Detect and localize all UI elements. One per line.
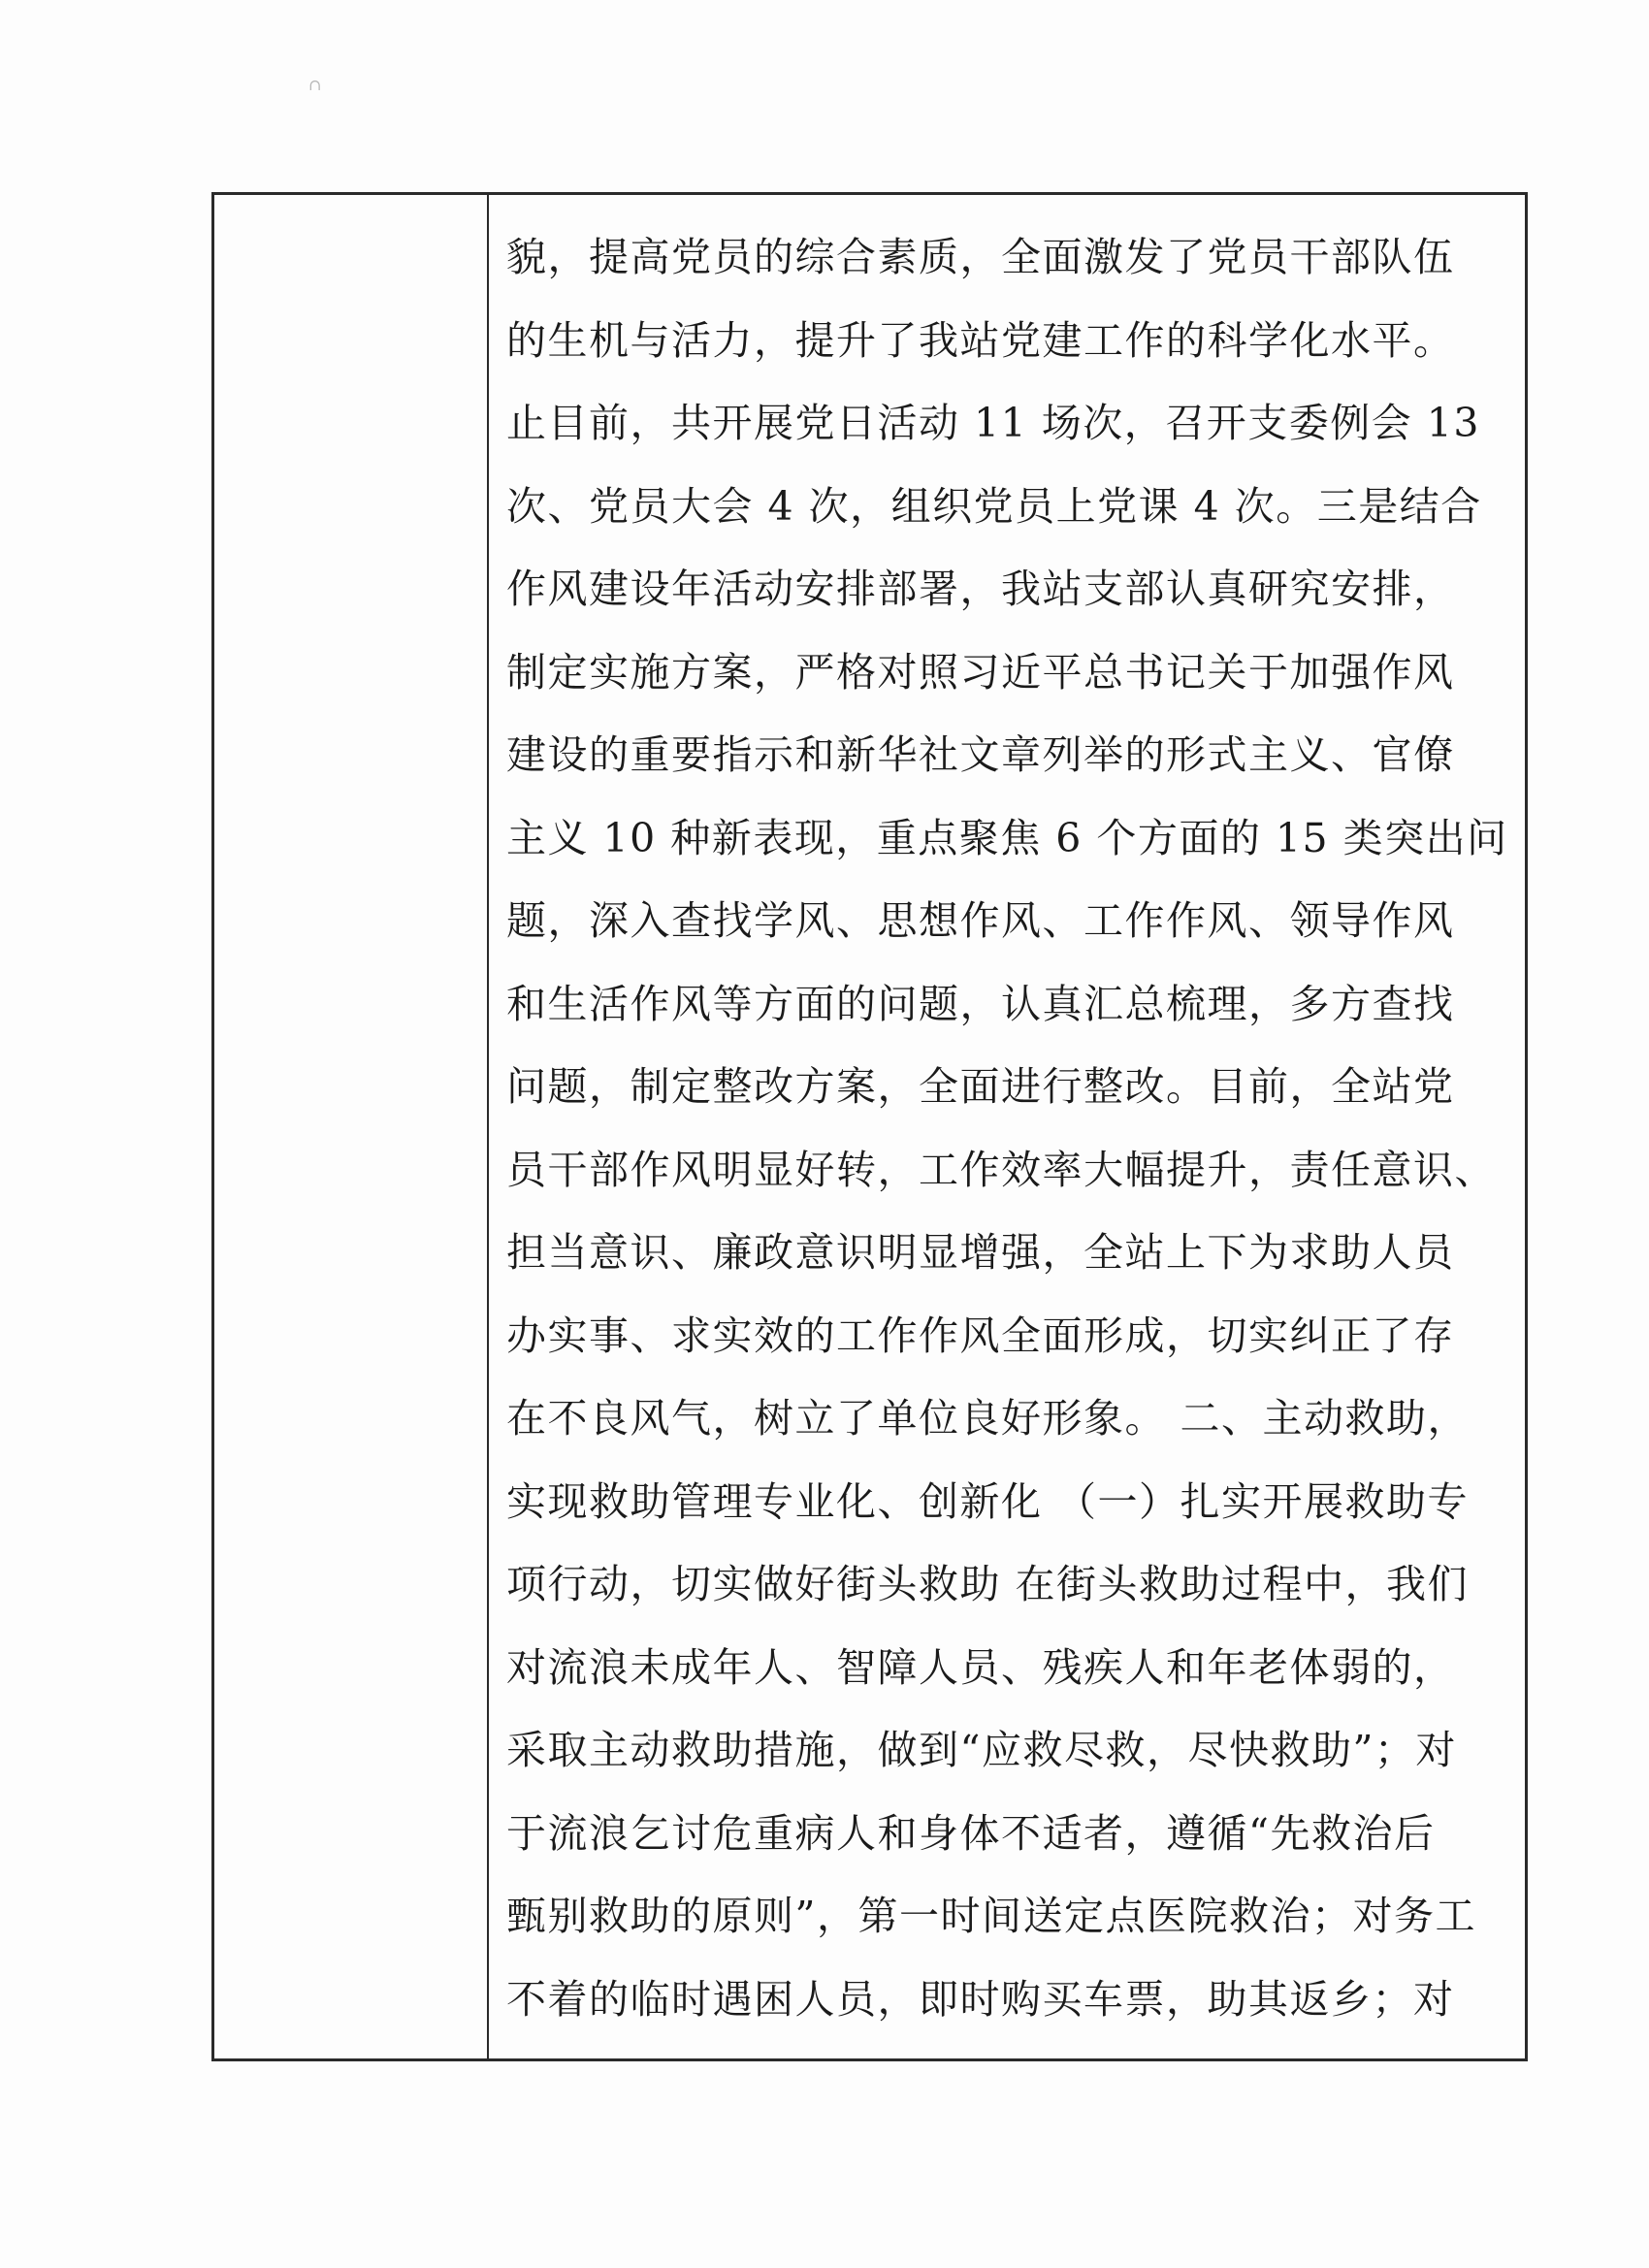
text-line: 采取主动救助措施，做到“应救尽救，尽快救助”；对 <box>506 1727 1457 1773</box>
text-line: 对流浪未成年人、智障人员、残疾人和年老体弱的， <box>506 1643 1455 1691</box>
content-cell <box>489 195 1525 2058</box>
text-line: 貌，提高党员的综合素质，全面激发了党员干部队伍 <box>506 234 1455 280</box>
text-line: 在不良风气，树立了单位良好形象。 二、主动救助， <box>506 1395 1470 1442</box>
text-line: 主义 10 种新表现，重点聚焦 6 个方面的 15 类突出问 <box>506 814 1508 861</box>
text-line: 制定实施方案，严格对照习近平总书记关于加强作风 <box>506 648 1455 696</box>
text-line: 次、党员大会 4 次，组织党员上党课 4 次。三是结合 <box>506 482 1482 530</box>
text-line: 作风建设年活动安排部署，我站支部认真研究安排， <box>506 566 1455 612</box>
text-line: 止目前，共开展党日活动 11 场次，召开支委例会 13 <box>506 400 1480 446</box>
text-line: 于流浪乞讨危重病人和身体不适者，遵循“先救治后 <box>506 1809 1436 1857</box>
scan-mark: ∩ <box>308 76 322 94</box>
text-line: 担当意识、廉政意识明显增强，全站上下为求助人员 <box>506 1229 1455 1276</box>
label-cell <box>214 195 489 2058</box>
text-line: 不着的临时遇困人员，即时购买车票，助其返乡；对 <box>506 1975 1455 2023</box>
text-line: 实现救助管理专业化、创新化 （一）扎实开展救助专 <box>506 1477 1470 1525</box>
text-line: 员干部作风明显好转，工作效率大幅提升，责任意识、 <box>506 1146 1496 1193</box>
text-line: 建设的重要指示和新华社文章列举的形式主义、官僚 <box>506 731 1455 778</box>
form-table <box>211 192 1528 2061</box>
text-line: 和生活作风等方面的问题，认真汇总梳理，多方查找 <box>506 980 1455 1027</box>
text-line: 项行动，切实做好街头救助 在街头救助过程中，我们 <box>506 1561 1470 1607</box>
text-line: 甄别救助的原则”，第一时间送定点医院救治；对务工 <box>506 1893 1476 1939</box>
text-line: 办实事、求实效的工作作风全面形成，切实纠正了存 <box>506 1312 1455 1359</box>
text-line: 问题，制定整改方案，全面进行整改。目前，全站党 <box>506 1063 1455 1110</box>
text-line: 的生机与活力，提升了我站党建工作的科学化水平。 <box>506 316 1455 364</box>
text-line: 题，深入查找学风、思想作风、工作作风、领导作风 <box>506 897 1455 944</box>
